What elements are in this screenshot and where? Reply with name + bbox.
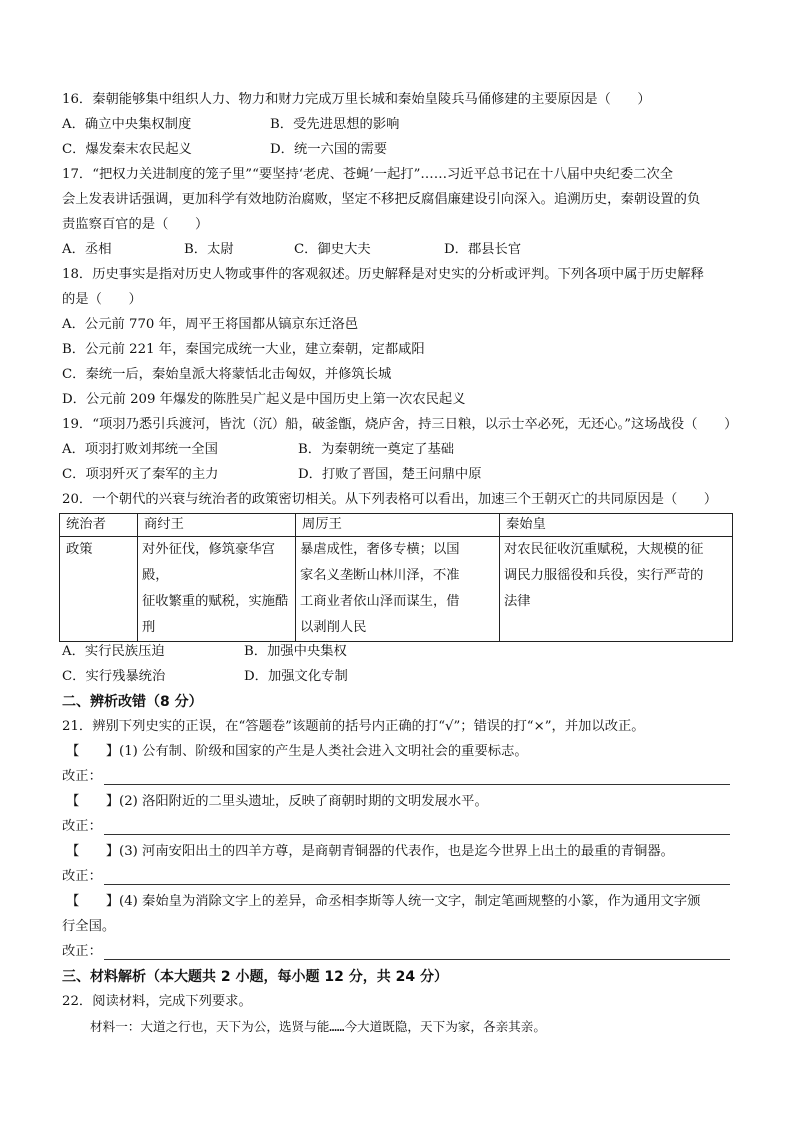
q19-stem: 19．“项羽乃悉引兵渡河，皆沈（沉）船，破釜甑，烧庐舍，持三日粮，以示士卒必死，无还心。”这场战役（ ） — [62, 417, 738, 432]
q20-stem: 20．一个朝代的兴衰与统治者的政策密切相关。从下列表格可以看出，加速三个王朝灭亡的共同原因是（ ） — [62, 492, 718, 507]
table-cell-policy-label: 政策 — [60, 537, 138, 642]
correction-label: 改正： — [62, 869, 102, 884]
q22-instruction: 22．阅读材料，完成下列要求。 — [62, 994, 252, 1009]
q16-option-d: D．统一六国的需要 — [270, 142, 388, 157]
q18-option-d: D．公元前 209 年爆发的陈胜吴广起义是中国历史上第一次农民起义 — [62, 392, 466, 407]
table-header-row — [60, 514, 733, 537]
material-1-text: 材料一：大道之行也，天下为公，选贤与能……今大道既隐，天下为家，各亲其亲。 — [90, 1019, 546, 1034]
table-header-cell: 商纣王 — [138, 514, 296, 537]
correction-answer-line[interactable] — [104, 959, 730, 960]
q18-stem-line-1: 18．历史事实是指对历史人物或事件的客观叙述。历史解释是对史实的分析或评判。下列各项中属于历史解释 — [62, 267, 704, 282]
q16-stem: 16．秦朝能够集中组织人力、物力和财力完成万里长城和秦始皇陵兵马俑修建的主要原因是（ ） — [62, 92, 651, 107]
correction-answer-line[interactable] — [104, 884, 730, 885]
q21-item-4: (4) 秦始皇为消除文字上的差异，命丞相李斯等人统一文字，制定笔画规整的小篆，作为通用文字颁 — [119, 894, 701, 909]
q17-stem-line-1: 17．“把权力关进制度的笼子里”“要坚持‘老虎、苍蝇’一起打”……习近平总书记在十八届中央纪委二次全 — [62, 167, 674, 182]
table-header-cell: 秦始皇 — [500, 514, 733, 537]
q18-option-b: B．公元前 221 年，秦国完成统一大业，建立秦朝，定都咸阳 — [62, 342, 425, 357]
q19-option-d: D．打败了晋国，楚王问鼎中原 — [298, 467, 482, 482]
section-3-title: 三、材料解析（本大题共 2 小题，每小题 12 分，共 24 分） — [62, 969, 448, 985]
q17-option-d: D．郡县长官 — [444, 242, 522, 257]
table-cell-shang-zhou: 对外征伐，修筑豪华宫殿， 征收繁重的赋税，实施酷刑 — [138, 537, 296, 642]
correction-label: 改正： — [62, 944, 102, 959]
q16-option-a: A．确立中央集权制度 — [62, 117, 192, 132]
q17-stem-line-2: 会上发表讲话强调，更加科学有效地防治腐败，坚定不移把反腐倡廉建设引向深入。追溯历史，秦朝设置的负 — [62, 192, 701, 207]
q18-option-a: A．公元前 770 年，周平王将国都从镐京东迁洛邑 — [62, 317, 359, 332]
table-header-cell: 周厉王 — [296, 514, 500, 537]
q17-option-c: C．御史大夫 — [294, 242, 371, 257]
q19-option-b: B．为秦朝统一奠定了基础 — [298, 442, 455, 457]
q16-option-c: C．爆发秦末农民起义 — [62, 142, 192, 157]
correction-label: 改正： — [62, 769, 102, 784]
q21-item-4-continued: 行全国。 — [62, 919, 116, 934]
q20-option-c: C．实行残暴统治 — [62, 669, 166, 684]
q19-option-c: C．项羽歼灭了秦军的主力 — [62, 467, 219, 482]
q21-item-1: (1) 公有制、阶级和国家的产生是人类社会进入文明社会的重要标志。 — [119, 744, 528, 759]
q17-option-b: B．太尉 — [184, 242, 234, 257]
correction-label: 改正： — [62, 819, 102, 834]
q21-item-3: (3) 河南安阳出土的四羊方尊，是商朝青铜器的代表作，也是迄今世界上出土的最重的青铜器。 — [119, 844, 674, 859]
q17-option-a: A．丞相 — [62, 242, 112, 257]
answer-bracket: 【 】 — [66, 844, 120, 859]
correction-answer-line[interactable] — [104, 784, 730, 785]
q20-option-a: A．实行民族压迫 — [62, 644, 165, 659]
correction-answer-line[interactable] — [104, 834, 730, 835]
q21-instruction: 21．辨别下列史实的正误，在“答题卷”该题前的括号内正确的打“√”；错误的打“×”，并加以改正。 — [62, 719, 645, 734]
q18-stem-line-2: 的是（ ） — [62, 292, 142, 307]
q20-option-d: D．加强文化专制 — [244, 669, 348, 684]
table-cell-zhou-li: 暴虐成性，奢侈专横；以国 家名义垄断山林川泽，不准 工商业者依山泽而谋生，借 以剥削人民 — [296, 537, 500, 642]
q18-option-c: C．秦统一后，秦始皇派大将蒙恬北击匈奴，并修筑长城 — [62, 367, 392, 382]
section-2-title: 二、辨析改错（8 分） — [62, 694, 203, 710]
q16-option-b: B．受先进思想的影响 — [270, 117, 400, 132]
ruler-policy-table — [59, 513, 733, 642]
q21-item-2: (2) 洛阳附近的二里头遗址，反映了商朝时期的文明发展水平。 — [119, 794, 488, 809]
answer-bracket: 【 】 — [66, 794, 120, 809]
table-header-cell: 统治者 — [60, 514, 138, 537]
table-cell-qin-shihuang: 对农民征收沉重赋税，大规模的征 调民力服徭役和兵役，实行严苛的 法律 — [500, 537, 733, 642]
table-row — [60, 537, 733, 642]
answer-bracket: 【 】 — [66, 894, 120, 909]
answer-bracket: 【 】 — [66, 744, 120, 759]
q17-stem-line-3: 责监察百官的是（ ） — [62, 217, 209, 232]
q19-option-a: A．项羽打败刘邦统一全国 — [62, 442, 218, 457]
q20-option-b: B．加强中央集权 — [244, 644, 347, 659]
